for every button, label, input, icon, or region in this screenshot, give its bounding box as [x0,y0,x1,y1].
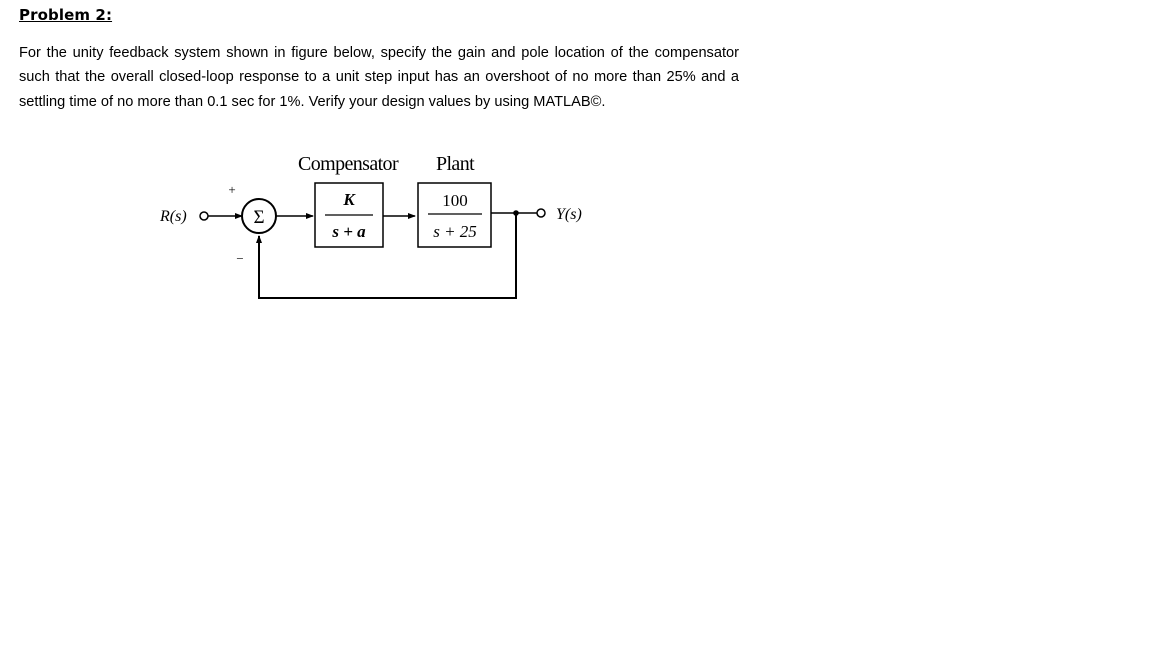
problem-statement: For the unity feedback system shown in figure below, specify the gain and pole location of the compensator such that the overall closed-loop response to a unit step input has an overshoot of no more than 25% and a settling time of no more than 0.1 sec for 1%. Verify your design values by using MATLAB©. [19,45,739,110]
compensator-denominator: s + a [332,222,366,241]
plant-heading: Plant [435,153,475,175]
output-terminal [537,209,545,217]
problem-title: Problem 2: [19,6,113,24]
output-label: Y(s) [556,206,582,223]
plant-numerator: 100 [442,191,468,210]
compensator-numerator: K [343,190,355,209]
compensator-heading: Compensator [297,153,399,175]
sigma-symbol: Σ [253,207,265,228]
plus-sign: + [228,182,236,197]
minus-sign: − [236,251,244,266]
plant-denominator: s + 25 [433,222,477,241]
input-terminal [200,212,208,220]
input-label: R(s) [160,208,187,225]
